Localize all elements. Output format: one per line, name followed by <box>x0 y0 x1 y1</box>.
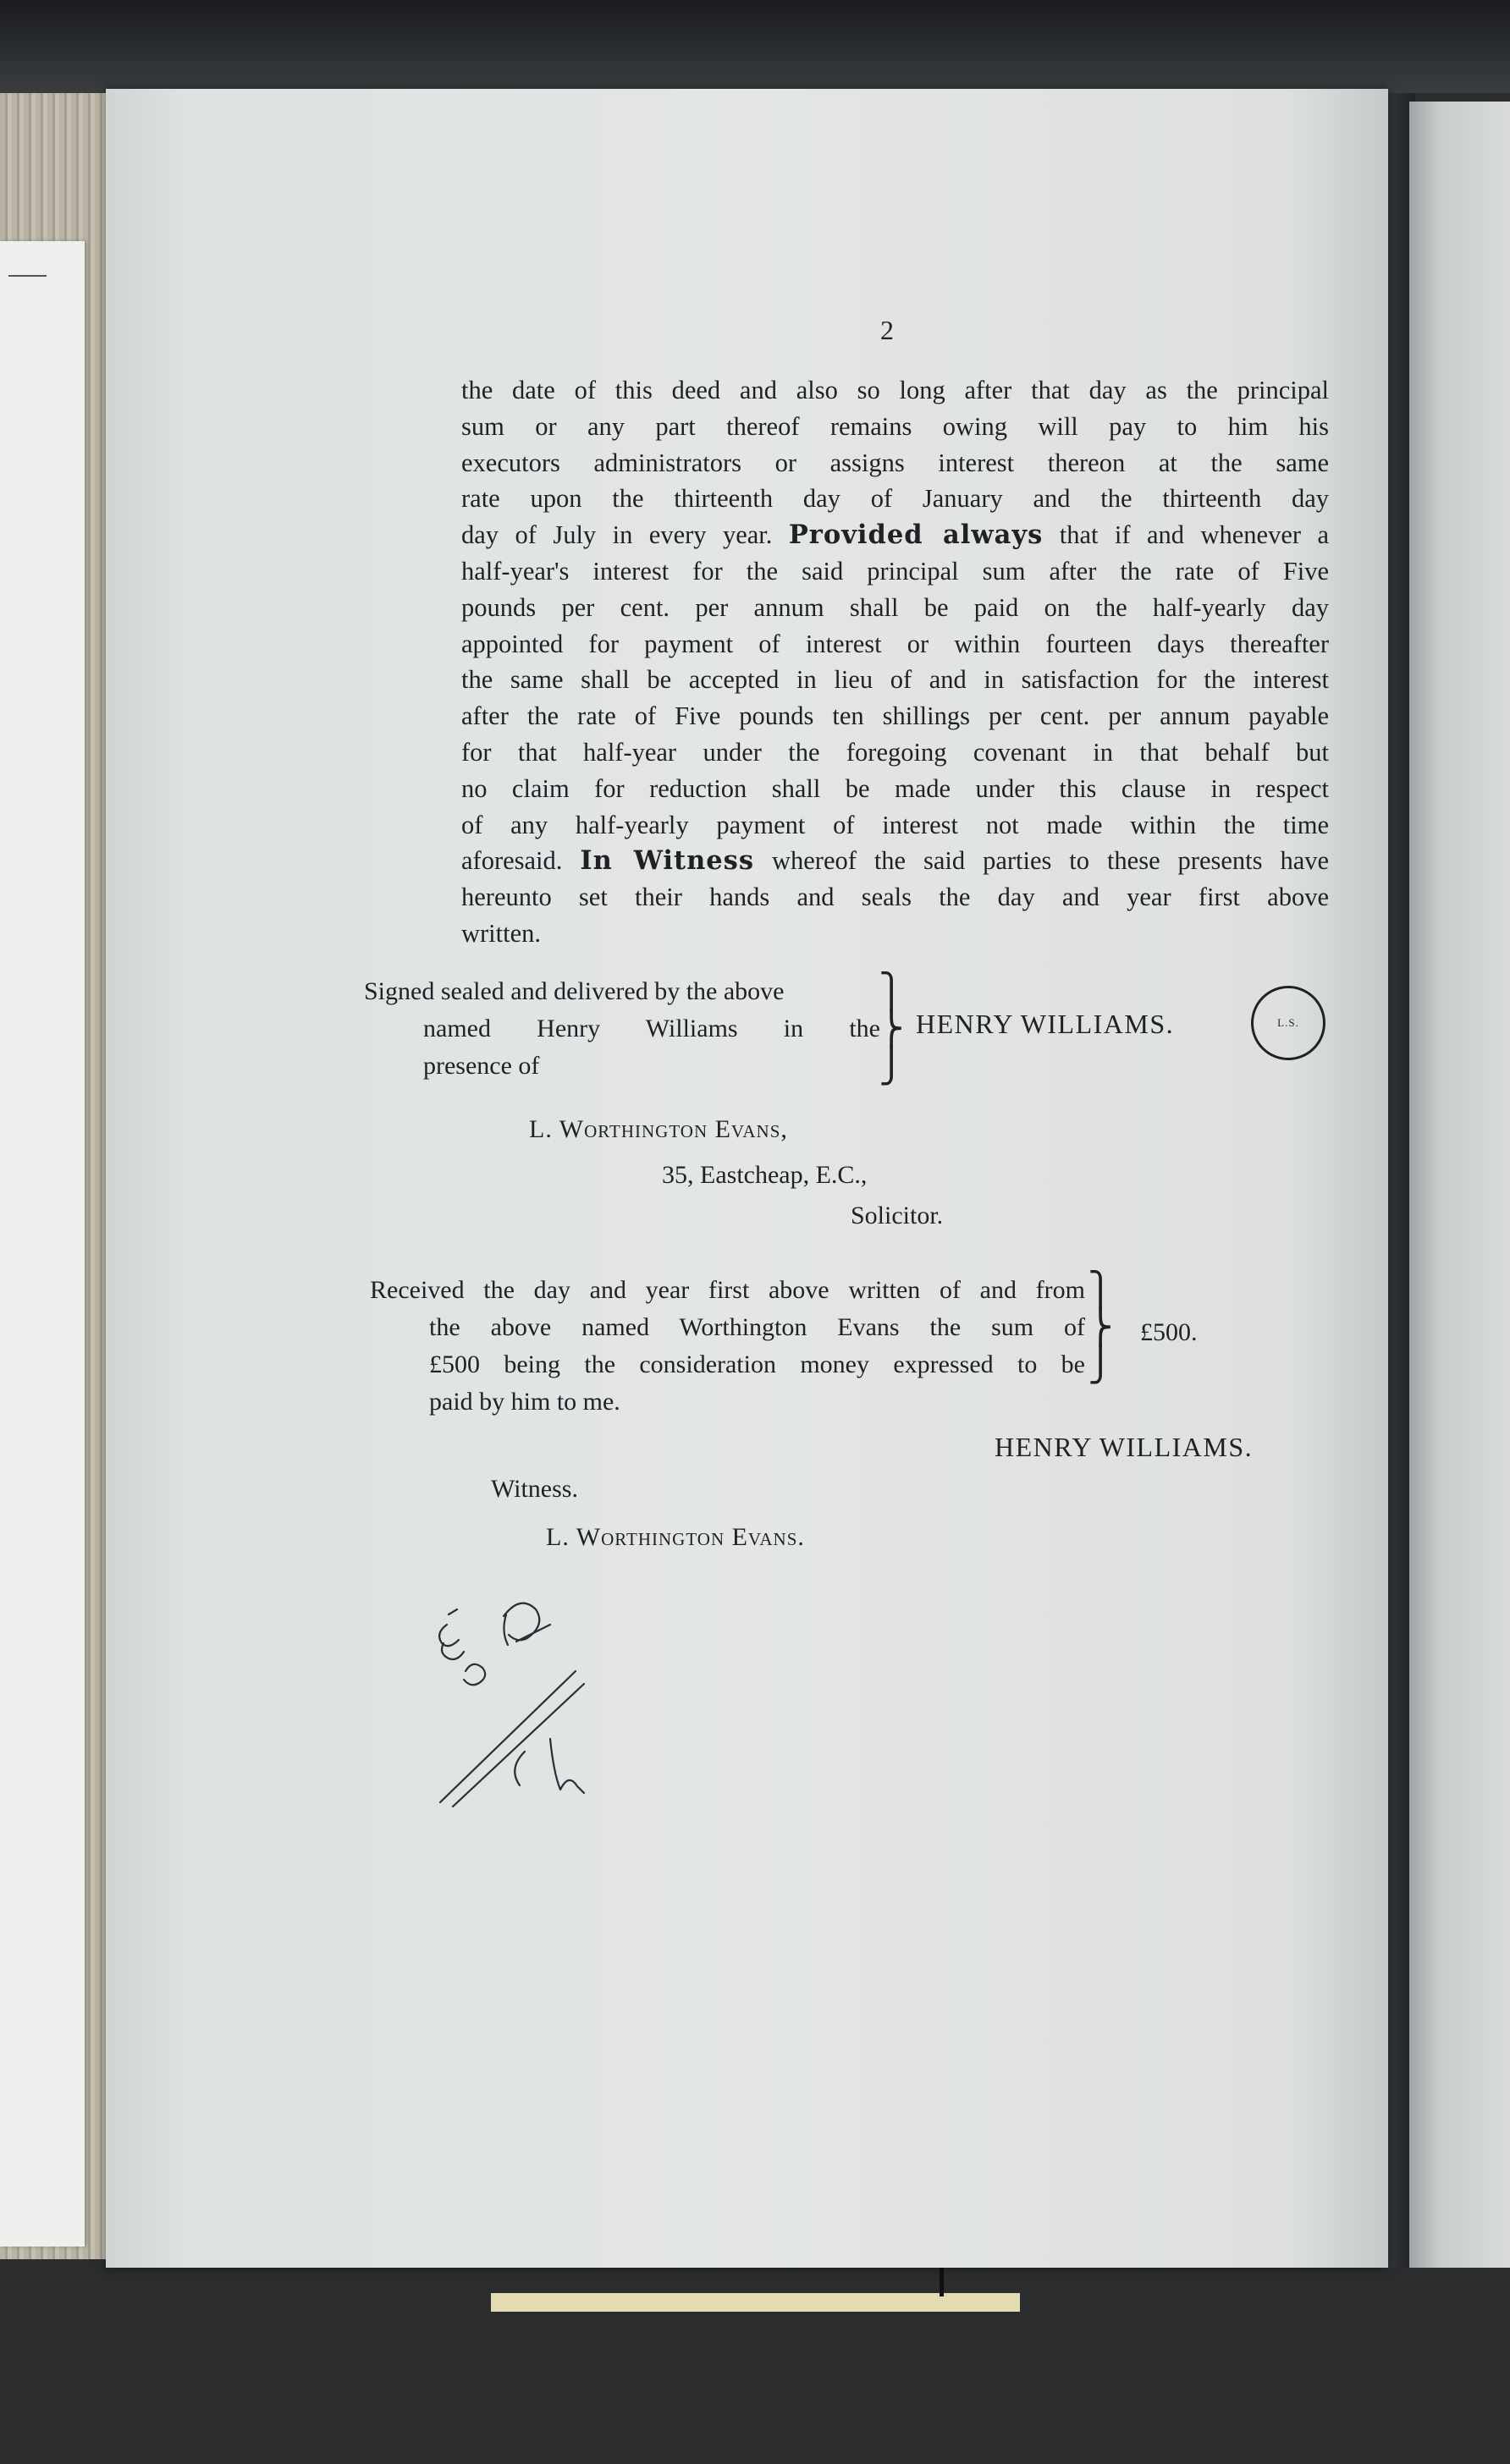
attestation-clause <box>364 973 880 1085</box>
attestation-line: named Henry Williams in the <box>423 1015 880 1042</box>
body-line: the same shall be accepted in lieu of and in satisfaction for the interest <box>461 665 1329 695</box>
paper-slip <box>0 241 85 2247</box>
slip-mark <box>8 275 47 277</box>
body-line: no claim for reduction shall be made under this clause in respect <box>461 773 1329 803</box>
right-brace-icon: ⎫ ⎬ ⎭ <box>879 972 904 1086</box>
receipt-line: paid by him to me. <box>429 1388 620 1416</box>
body-line-start: day of July in every year. <box>461 520 773 550</box>
receipt-signatory: HENRY WILLIAMS. <box>995 1432 1254 1462</box>
receipt-witness-name: L. Worthington Evans. <box>546 1523 805 1551</box>
witness-address: 35, Eastcheap, E.C., <box>662 1161 868 1189</box>
body-line: appointed for payment of interest or within fourteen days thereafter <box>461 629 1329 658</box>
body-line-tail: whereof the said parties to these presents have <box>771 846 1330 876</box>
body-line: half-year's interest for the said principal sum after the rate of Five <box>461 556 1329 586</box>
witness-title: Solicitor. <box>851 1202 944 1229</box>
attestation-line: Signed sealed and delivered by the above <box>364 977 785 1005</box>
receipt-line: Received the day and year first above written of and from <box>370 1276 1085 1304</box>
seal-circle: L.S. <box>1251 986 1325 1060</box>
body-line: after the rate of Five pounds ten shillings per cent. per annum payable <box>461 701 1329 731</box>
body-line <box>461 843 1329 879</box>
scan-top-band <box>0 0 1510 93</box>
witness-label: Witness. <box>491 1475 578 1503</box>
pencil-initials-mark <box>423 1591 609 1845</box>
in-witness-heading: In Witness <box>580 845 755 877</box>
body-line: the date of this deed and also so long after that day as the principal <box>461 376 1329 404</box>
signatory-name: HENRY WILLIAMS. <box>916 1009 1175 1039</box>
next-page-edge <box>1409 102 1510 2268</box>
right-brace-icon: ⎫ ⎬ ⎭ <box>1088 1271 1113 1384</box>
provided-always-heading: Provided always <box>788 520 1044 551</box>
body-line: sum or any part thereof remains owing will pay to him his <box>461 411 1329 441</box>
pin <box>940 2268 944 2296</box>
body-line-tail: that if and whenever a <box>1059 520 1330 550</box>
body-line: written. <box>461 918 542 948</box>
body-line: for that half-year under the foregoing covenant in that behalf but <box>461 737 1329 767</box>
body-line: pounds per cent. per annum shall be paid on the half-yearly day <box>461 592 1329 622</box>
receipt-clause <box>370 1272 1085 1421</box>
body-line: executors administrators or assigns interest thereon at the same <box>461 448 1329 477</box>
bottom-label-strip <box>491 2293 1020 2312</box>
body-line <box>461 517 1329 553</box>
body-line: rate upon the thirteenth day of January and the thirteenth day <box>461 484 1329 514</box>
receipt-line: £500 being the consideration money expressed to be <box>429 1350 1085 1378</box>
page-number: 2 <box>880 315 894 345</box>
body-line: hereunto set their hands and seals the day and year first above <box>461 883 1329 912</box>
receipt-line: the above named Worthington Evans the sum of <box>429 1313 1085 1341</box>
receipt-amount: £500. <box>1140 1318 1198 1346</box>
body-line: of any half-yearly payment of interest not made within the time <box>461 810 1329 839</box>
deed-body <box>461 372 1329 952</box>
witness-name: L. Worthington Evans, <box>529 1115 788 1143</box>
body-line-start: aforesaid. <box>461 846 563 876</box>
attestation-line: presence of <box>423 1052 540 1080</box>
